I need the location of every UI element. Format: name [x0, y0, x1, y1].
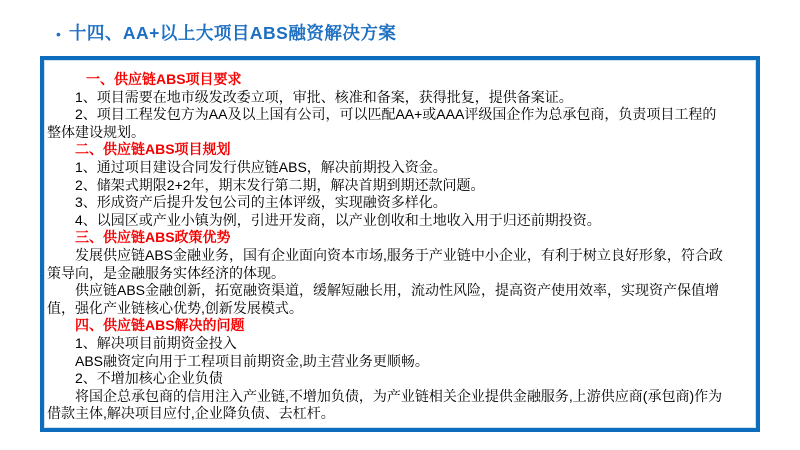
- content-line: 4、以园区或产业小镇为例，引进开发商，以产业创收和土地收入用于归还前期投资。: [75, 211, 601, 228]
- section-heading: 三、供应链ABS政策优势: [75, 229, 231, 246]
- content-line: 发展供应链ABS金融业务，国有企业面向资本市场,服务于产业链中小企业，有利于树立良好形象，符合政: [75, 246, 723, 263]
- bullet-icon: •: [56, 25, 61, 42]
- content-line: 2、不增加核心企业负债: [75, 370, 223, 387]
- content-line: 整体建设规划。: [47, 123, 145, 140]
- content-line: 值，强化产业链核心优势,创新发展模式。: [47, 299, 303, 316]
- section-heading: 四、供应链ABS解决的问题: [75, 317, 245, 334]
- content-line: 供应链ABS金融创新，拓宽融资渠道，缓解短融长用，流动性风险，提高资产使用效率，实现资产保值增: [75, 282, 720, 299]
- content-line: 2、项目工程发包方为AA及以上国有公司，可以匹配AA+或AAA评级国企作为总承包商，负责项目工程的: [75, 106, 717, 123]
- content-line: 将国企总承包商的信用注入产业链,不增加负债，为产业链相关企业提供金融服务,上游供应商(承包商)作为: [75, 387, 723, 404]
- slide-title: [56, 20, 396, 45]
- content-line: 1、通过项目建设合同发行供应链ABS，解决前期投入资金。: [75, 158, 447, 175]
- slide-title-text: 十四、AA+以上大项目ABS融资解决方案: [68, 23, 397, 43]
- content-line: ABS融资定向用于工程项目前期资金,助主营业务更顺畅。: [75, 352, 429, 369]
- section-heading: 一、供应链ABS项目要求: [86, 71, 242, 87]
- content-line: 3、形成资产后提升发包公司的主体评级，实现融资多样化。: [75, 194, 447, 211]
- content-line: 策导向，是金融服务实体经济的体现。: [47, 264, 285, 281]
- content-line: 1、项目需要在地市级发改委立项，审批、核准和备案，获得批复，提供备案证。: [75, 88, 573, 105]
- content-line: 2、储架式期限2+2年，期末发行第二期，解决首期到期还款问题。: [75, 176, 485, 193]
- content-box: [40, 56, 760, 432]
- content-line: 1、解决项目前期资金投入: [75, 334, 237, 351]
- section-heading: 二、供应链ABS项目规划: [75, 141, 231, 158]
- content-line: 借款主体,解决项目应付,企业降负债、去杠杆。: [47, 405, 335, 422]
